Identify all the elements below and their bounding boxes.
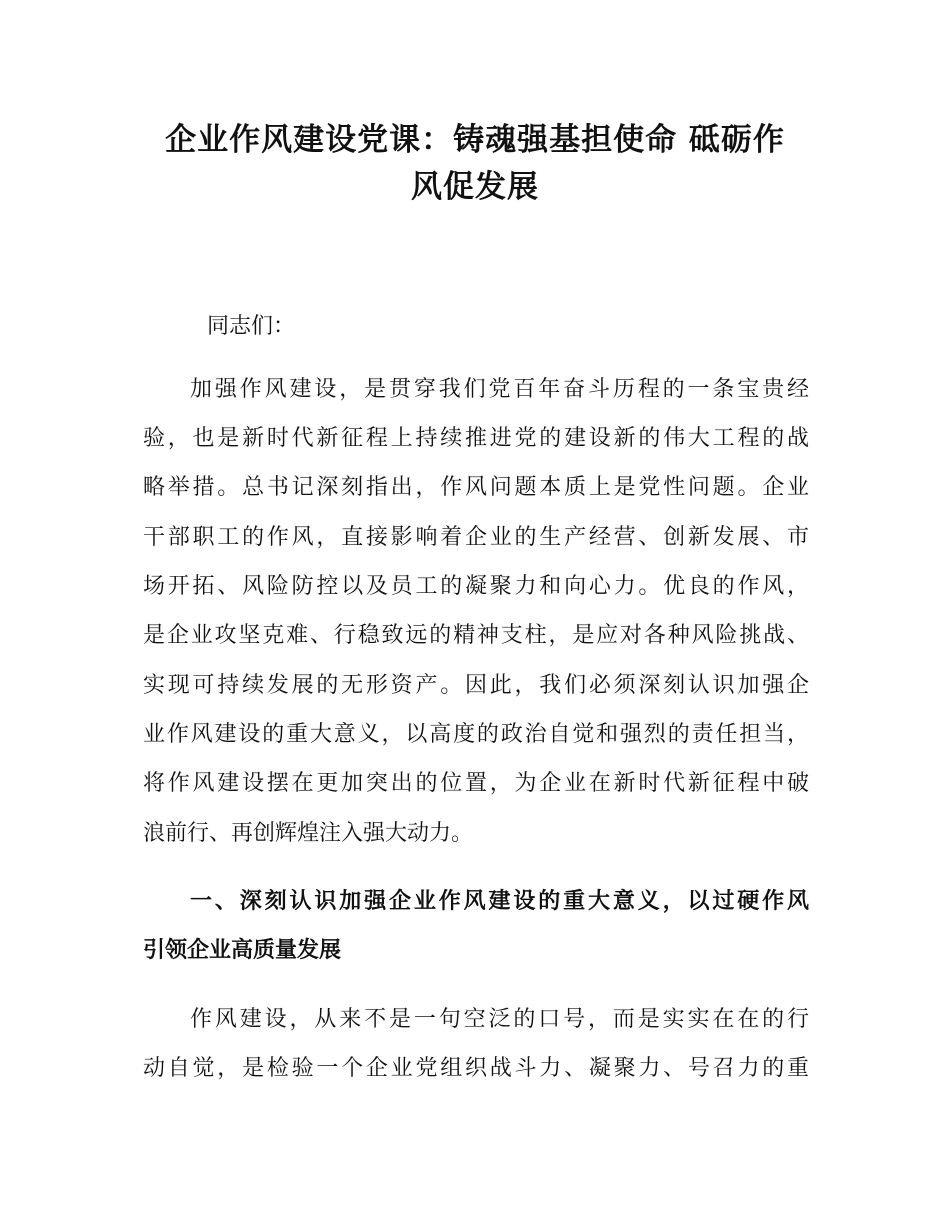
paragraph-line: 将作风建设摆在更加突出的位置，为企业在新时代新征程中破 [143,771,809,796]
salutation: 同志们： [207,314,296,339]
paragraph-line: 业作风建设的重大意义，以高度的政治自觉和强烈的责任担当， [143,722,809,747]
paragraph-line: 动自觉，是检验一个企业党组织战斗力、凝聚力、号召力的重 [143,1056,809,1081]
paragraph-line: 略举措。总书记深刻指出，作风问题本质上是党性问题。企业 [143,475,809,500]
heading-line: 引领企业高质量发展 [143,937,342,963]
paragraph-line: 加强作风建设，是贯穿我们党百年奋斗历程的一条宝贵经 [190,377,809,402]
paragraph-line: 干部职工的作风，直接影响着企业的生产经营、创新发展、市 [143,525,809,550]
paragraph-line: 作风建设，从来不是一句空泛的口号，而是实实在在的行 [190,1007,809,1032]
paragraph-line: 实现可持续发展的无形资产。因此，我们必须深刻认识加强企 [143,673,809,698]
paragraph-line: 验，也是新时代新征程上持续推进党的建设新的伟大工程的战 [143,426,809,451]
paragraph-line: 浪前行、再创辉煌注入强大动力。 [143,821,474,846]
heading-line: 一、深刻认识加强企业作风建设的重大意义，以过硬作风 [190,888,809,914]
paragraph-line: 是企业攻坚克难、行稳致远的精神支柱，是应对各种风险挑战、 [143,623,809,648]
title-line-2: 风促发展 [411,169,539,205]
paragraph-line: 场开拓、风险防控以及员工的凝聚力和向心力。优良的作风， [143,574,809,599]
title-line-1: 企业作风建设党课：铸魂强基担使命 砥砺作 [165,122,785,158]
